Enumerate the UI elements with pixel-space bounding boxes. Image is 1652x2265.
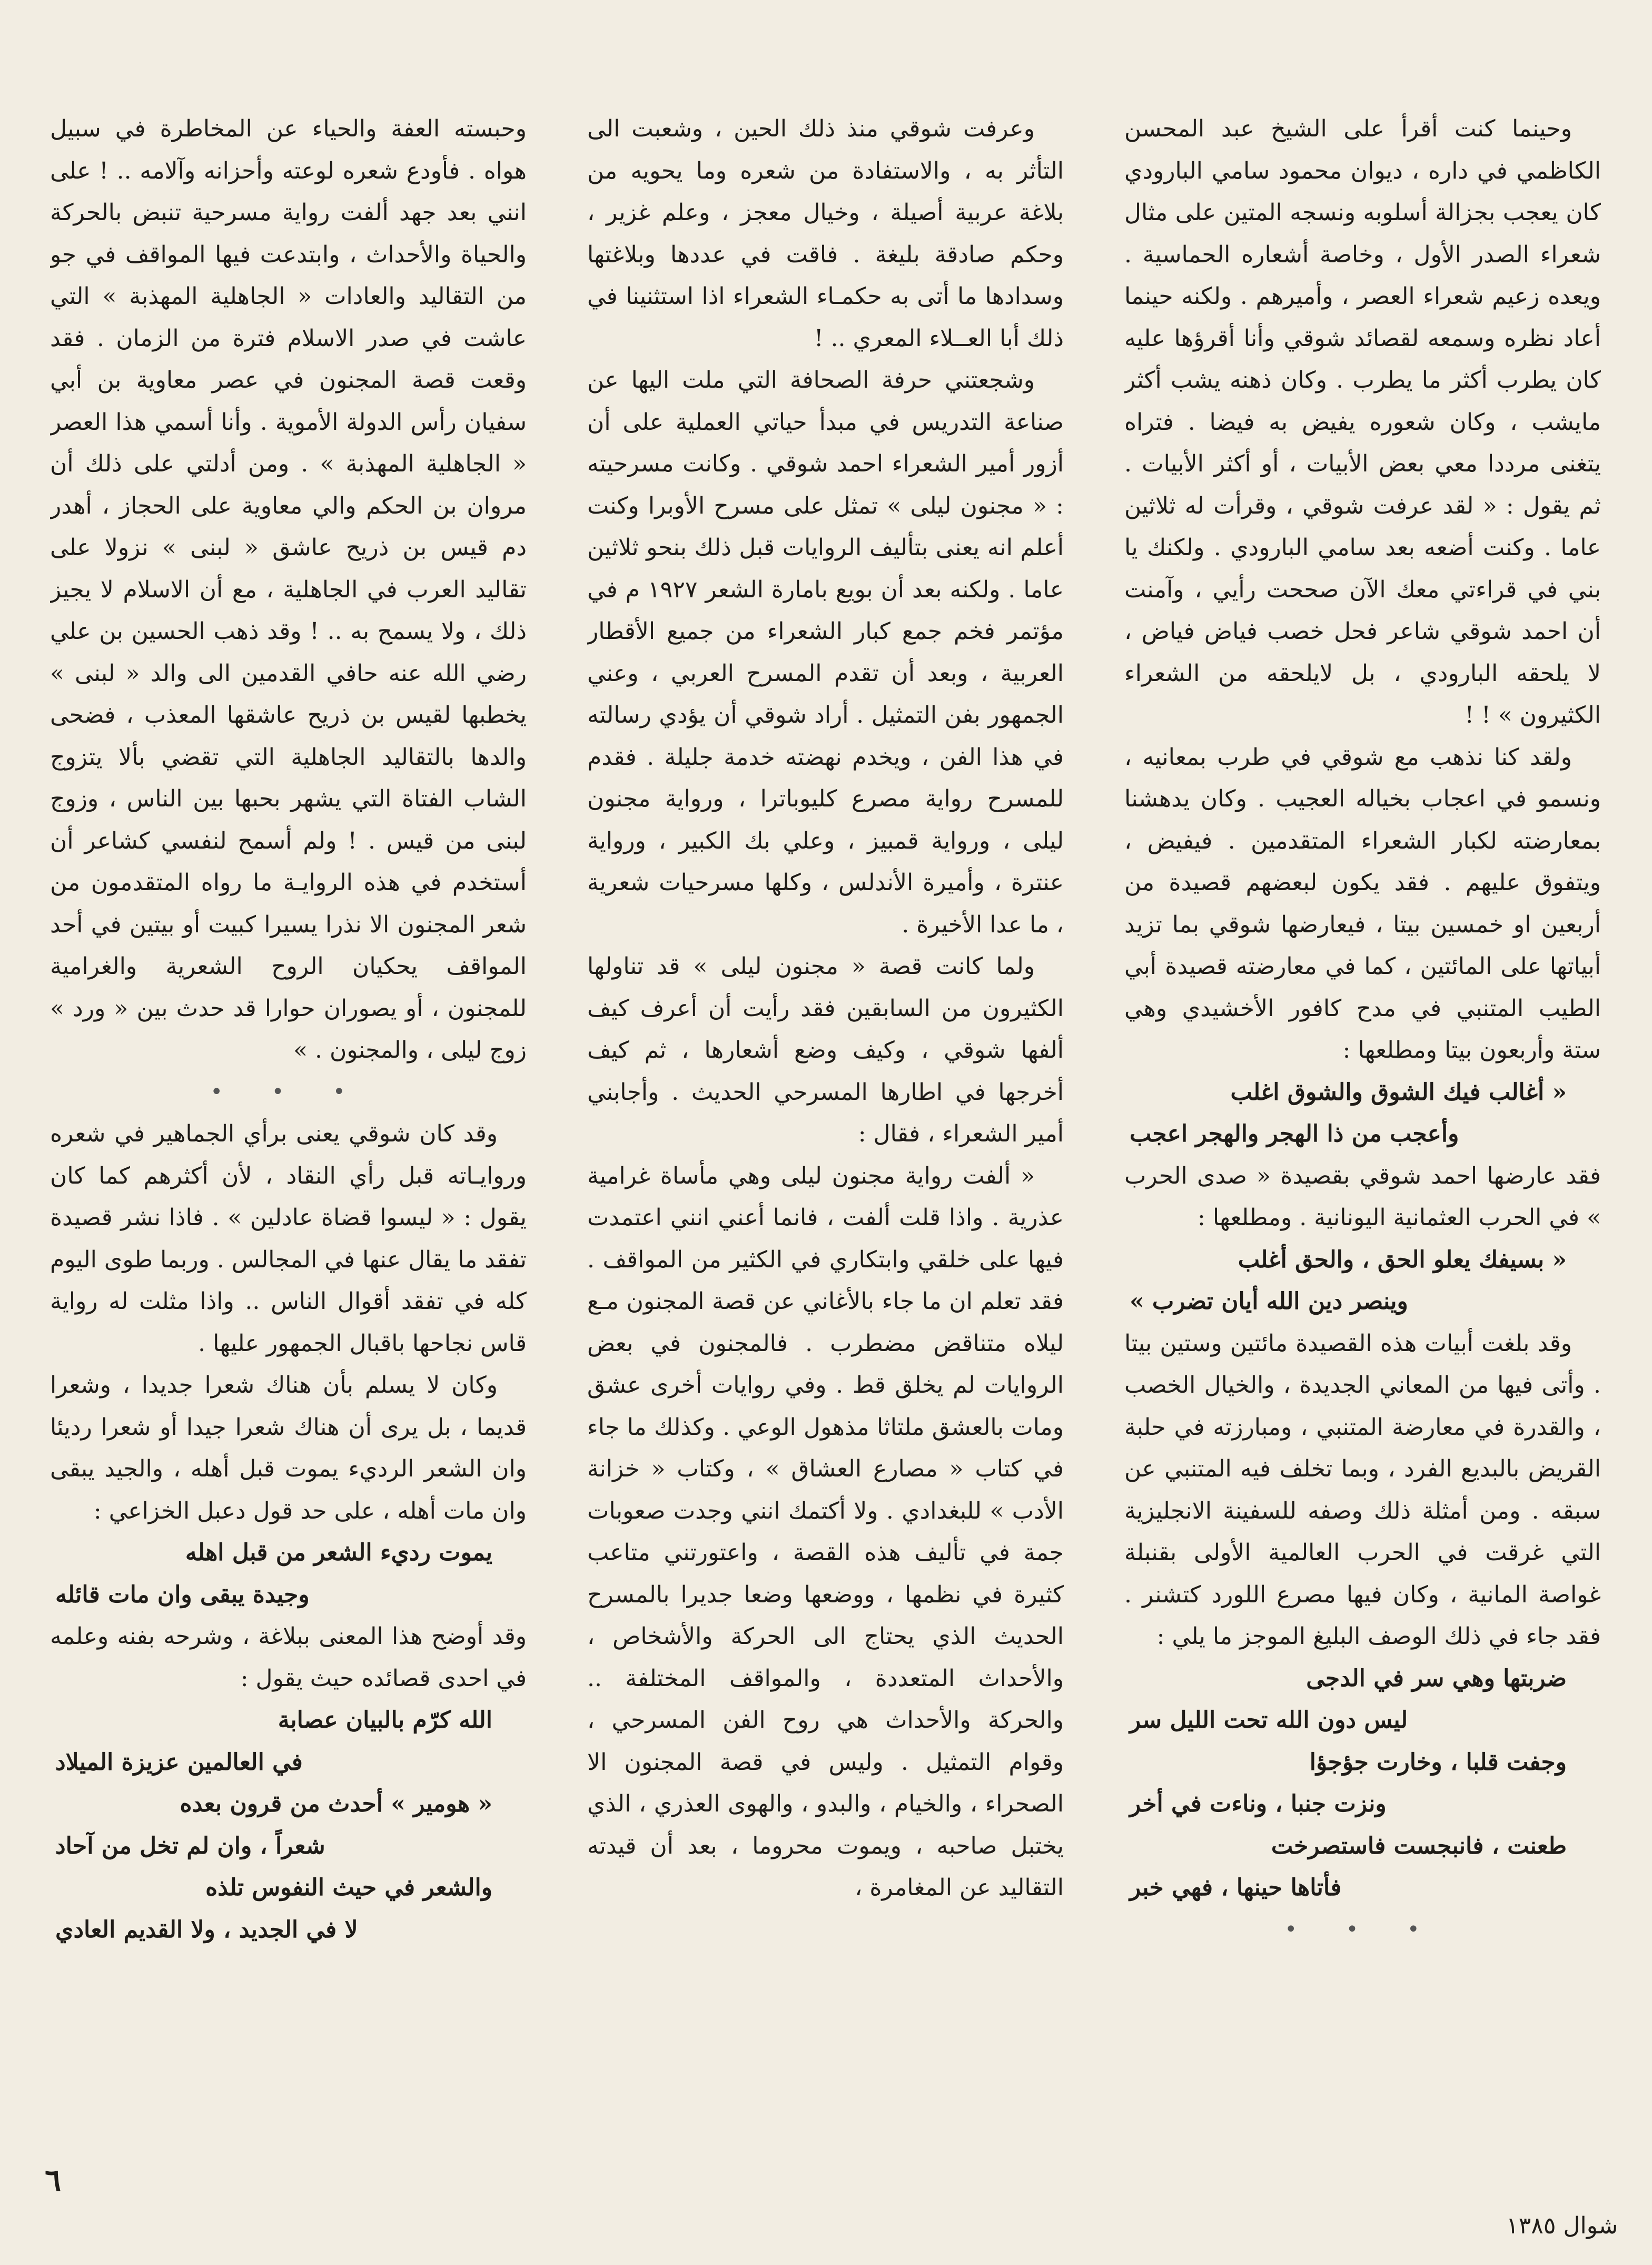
text-column-right [1124, 108, 1601, 2157]
verse-line: فأتاها حينها ، فهي خبر [1130, 1874, 1342, 1901]
verse-line: ونزت جنبا ، وناءت في أخر [1130, 1790, 1387, 1817]
verse-line: وأعجب من ذا الهجر والهجر اعجب [1130, 1120, 1459, 1147]
paragraph: وقد كان شوقي يعنى برأي الجماهير في شعره وروايـاته قبل رأي النقاد ، لأن أكثرهم كما كان يقول : « ليسوا قضاة عادلين » . فاذا نشر قصيدة تفقد ما يقال عنها في المجالس . وربما طوى اليوم كله في تفقد أقوال الناس .. واذا مثلت له رواية قاس نجاحها باقبال الجمهور عليها . [50, 1120, 527, 1357]
paragraph: وحبسته العفة والحياء عن المخاطرة في سبيل هواه . فأودع شعره لوعته وأحزانه وآلامه .. ! على انني بعد جهد ألفت رواية مسرحية تنبض بالحركة والحياة والأحداث ، وابتدعت فيها المواقف في جو من التقاليد والعادات « الجاهلية المهذبة » التي عاشت في صدر الاسلام فترة من الزمان . فقد وقعت قصة المجنون في عصر معاوية بن أبي سفيان رأس الدولة الأموية . وأنا أسمي هذا العصر « الجاهلية المهذبة » . ومن أدلتي على ذلك أن مروان بن الحكم والي معاوية على الحجاز ، أهدر دم قيس بن ذريح عاشق « لبنى » نزولا على تقاليد العرب في الجاهلية ، مع أن الاسلام لا يجيز ذلك ، ولا يسمح به .. ! وقد ذهب الحسين بن علي رضي الله عنه حافي القدمين الى والد « لبنى » يخطبها لقيس بن ذريح عاشقها المعذب ، فضحى والدها بالتقاليد الجاهلية التي تقضي بألا يتزوج الشاب الفتاة التي يشهر بحبها بين الناس ، وزوج لبنى من قيس . ! ولم أسمح لنفسي كشاعر أن أستخدم في هذه الروايـة ما رواه المتقدمون من شعر المجنون الا نذرا يسيرا كبيت أو بيتين في أحد المواقف يحكيان الروح الشعرية والغرامية للمجنون ، أو يصوران حوارا قد حدث بين « ورد » زوج ليلى ، والمجنون . » [50, 115, 527, 1063]
issue-date: شوال ١٣٨٥ [1506, 2212, 1618, 2239]
paragraph: فقد عارضها احمد شوقي بقصيدة « صدى الحرب » في الحرب العثمانية اليونانية . ومطلعها : [1124, 1162, 1601, 1231]
paragraph: ولقد كنا نذهب مع شوقي في طرب بمعانيه ، ونسمو في اعجاب بخياله العجيب . وكان يدهشنا بمعارضته لكبار الشعراء المتقدمين . فيفيض ، ويتفوق عليهم . فقد يكون لبعضهم قصيدة من أربعين او خمسين بيتا ، فيعارضها شوقي بما تزيد أبياتها على المائتين ، كما في معارضته قصيدة أبي الطيب المتنبي في مدح كافور الأخشيدي وهي ستة وأربعون بيتا ومطلعها : [1124, 743, 1601, 1063]
verse-line: « بسيفك يعلو الحق ، والحق أغلب [1238, 1246, 1567, 1273]
verse-line: « هومير » أحدث من قرون بعده [180, 1790, 492, 1817]
paragraph: وقد أوضح هذا المعنى ببلاغة ، وشرحه بفنه وعلمه في احدى قصائده حيث يقول : [50, 1623, 527, 1692]
section-divider: • • • [210, 1079, 367, 1104]
verse-line: يموت رديء الشعر من قبل اهله [185, 1539, 492, 1566]
verse-line: لا في الجديد ، ولا القديم العادي [55, 1916, 358, 1943]
paragraph: وعرفت شوقي منذ ذلك الحين ، وشعبت الى التأثر به ، والاستفادة من شعره وما يحويه من بلاغة عربية أصيلة ، وخيال معجز ، وعلم غزير ، وحكم صادقة بليغة . فاقت في عددها وبلاغتها وسدادها ما أتى به حكمـاء الشعراء اذا استثنينا في ذلك أبا العــلاء المعري .. ! [587, 115, 1064, 352]
verse-line: الله كرّم بالبيان عصابة [278, 1707, 492, 1734]
section-divider: • • • [1284, 1917, 1441, 1942]
paragraph: « ألفت رواية مجنون ليلى وهي مأساة غرامية عذرية . واذا قلت ألفت ، فانما أعني انني اعتمدت فيها على خلقي وابتكاري في الكثير من المواقف . فقد تعلم ان ما جاء بالأغاني عن قصة المجنون مـع ليلاه متناقض مضطرب . فالمجنون في بعض الروايات لم يخلق قط . وفي روايات أخرى عشق ومات بالعشق ملتاثا مذهول الوعي . وكذلك ما جاء في كتاب « مصارع العشاق » ، وكتاب « خزانة الأدب » للبغدادي . ولا أكتمك انني وجدت صعوبات جمة في تأليف هذه القصة ، واعتورتني متاعب كثيرة في نظمها ، ووضعها وضعا جديرا بالمسرح الحديث الذي يحتاج الى الحركة والأشخاص ، والأحداث المتعددة ، والمواقف المختلفة .. والحركة والأحداث هي روح الفن المسرحي ، وقوام التمثيل . وليس في قصة المجنون الا الصحراء ، والخيام ، والبدو ، والهوى العذري ، الذي يختبل صاحبه ، ويموت محروما ، بعد أن قيدته التقاليد عن المغامرة ، [587, 1162, 1064, 1901]
verse-line: في العالمين عزيزة الميلاد [55, 1748, 303, 1776]
verse-line: ضربتها وهي سر في الدجى [1306, 1665, 1567, 1692]
verse-line: « أغالب فيك الشوق والشوق اغلب [1230, 1078, 1567, 1106]
page-number: ٦ [45, 2162, 62, 2198]
verse-line: وجفت قلبا ، وخارت جؤجؤا [1309, 1748, 1567, 1776]
verse-line: وينصر دين الله أيان تضرب » [1130, 1288, 1408, 1315]
verse-line: ليس دون الله تحت الليل سر [1130, 1707, 1408, 1734]
text-column-middle [587, 108, 1064, 2157]
paragraph: وكان لا يسلم بأن هناك شعرا جديدا ، وشعرا قديما ، بل يرى أن هناك شعرا جيدا أو شعرا رديئا وان الشعر الرديء يموت قبل أهله ، والجيد يبقى وان مات أهله ، على حد قول دعبل الخزاعي : [50, 1372, 527, 1524]
paragraph: وحينما كنت أقرأ على الشيخ عبد المحسن الكاظمي في داره ، ديوان محمود سامي البارودي كان يعجب بجزالة أسلوبه ونسجه المتين على مثال شعراء الصدر الأول ، وخاصة أشعاره الحماسية . ويعده زعيم شعراء العصر ، وأميرهم . ولكنه حينما أعاد نظره وسمعه لقصائد شوقي وأنا أقرؤها عليه كان يطرب أكثر ما يطرب . وكان ذهنه يشب أكثر مايشب ، وكان شعوره يفيض به فيضا . فتراه يتغنى مرددا معي بعض الأبيات ، أو أكثر الأبيات . ثم يقول : « لقد عرفت شوقي ، وقرأت له ثلاثين عاما . وكنت أضعه بعد سامي البارودي . ولكنك يا بني في قراءتي معك الآن صححت رأيي ، وآمنت أن احمد شوقي شاعر فحل خصب فياض فياض ، لا يلحقه البارودي ، بل لايلحقه من الشعراء الكثيرون » ! ! [1124, 115, 1601, 728]
paragraph: وقد بلغت أبيات هذه القصيدة مائتين وستين بيتا . وأتى فيها من المعاني الجديدة ، والخيال الخصب ، والقدرة في معارضة المتنبي ، ومبارزته في حلبة القريض بالبديع الفرد ، وبما تخلف فيه المتنبي عن سبقه . ومن أمثلة ذلك وصفه للسفينة الانجليزية التي غرقت في الحرب العالمية الأولى بقنبلة غواصة المانية ، وكان فيها مصرع اللورد كتشنر . فقد جاء في ذلك الوصف البليغ الموجز ما يلي : [1124, 1330, 1601, 1650]
verse-line: وجيدة يبقى وان مات قائله [55, 1581, 310, 1608]
verse-line: والشعر في حيث النفوس تلذه [205, 1874, 492, 1901]
verse-line: شعراً ، وان لم تخل من آحاد [55, 1832, 325, 1859]
text-column-left [50, 108, 527, 2157]
paragraph: ولما كانت قصة « مجنون ليلى » قد تناولها الكثيرون من السابقين فقد رأيت أن أعرف كيف ألفها شوقي ، وكيف وضع أشعارها ، ثم كيف أخرجها في اطارها المسرحي الحديث . وأجابني أمير الشعراء ، فقال : [587, 953, 1064, 1147]
verse-line: طعنت ، فانبجست فاستصرخت [1271, 1832, 1567, 1859]
paragraph: وشجعتني حرفة الصحافة التي ملت اليها عن صناعة التدريس في مبدأ حياتي العملية على أن أزور أمير الشعراء احمد شوقي . وكانت مسرحيته : « مجنون ليلى » تمثل على مسرح الأوبرا وكنت أعلم انه يعنى بتأليف الروايات قبل ذلك بنحو ثلاثين عاما . ولكنه بعد أن بويع بامارة الشعر ١٩٢٧ م في مؤتمر فخم جمع كبار الشعراء من جميع الأقطار العربية ، وبعد أن تقدم المسرح العربي ، وعني الجمهور بفن التمثيل . أراد شوقي أن يؤدي رسالته في هذا الفن ، ويخدم نهضته خدمة جليلة . فقدم للمسرح رواية مصرع كليوباترا ، ورواية مجنون ليلى ، ورواية قمبيز ، وعلي بك الكبير ، ورواية عنترة ، وأميرة الأندلس ، وكلها مسرحيات شعرية ، ما عدا الأخيرة . [587, 367, 1064, 938]
